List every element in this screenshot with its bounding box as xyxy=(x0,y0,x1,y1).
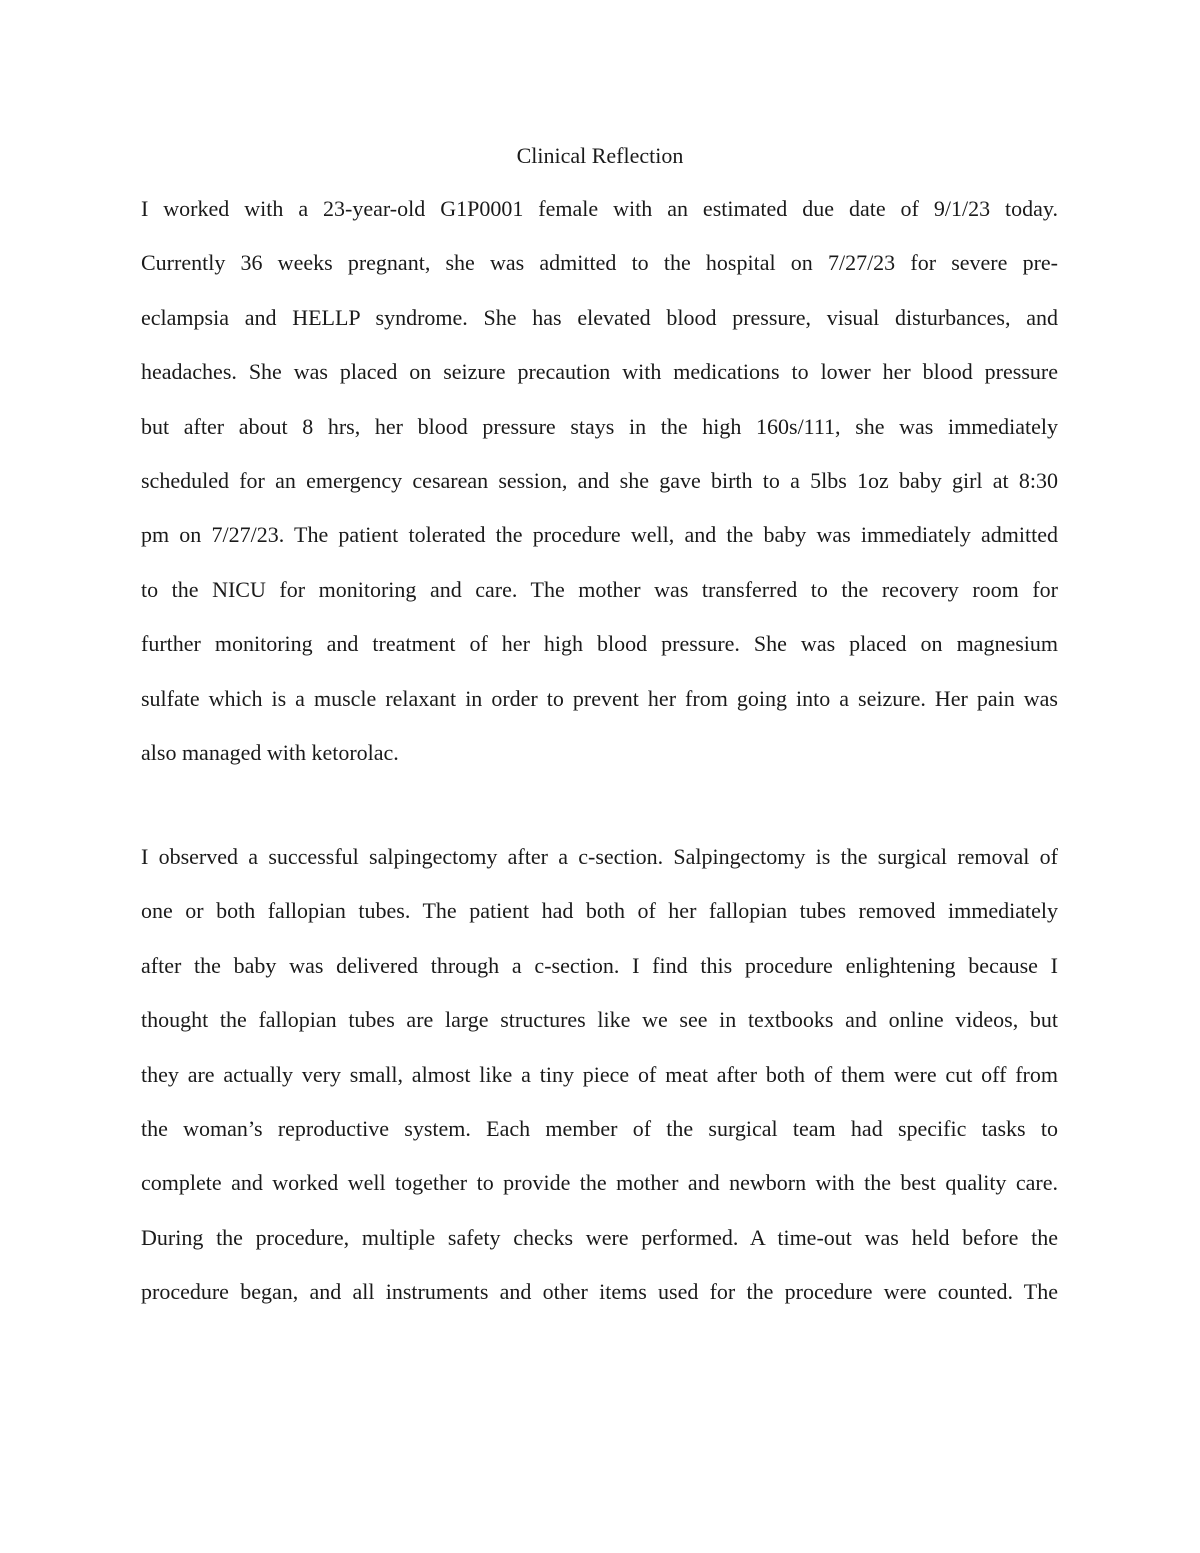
paragraph-line: after the baby was delivered through a c-section. I find this procedure enlightening because I xyxy=(141,952,1058,978)
paragraph-line: pm on 7/27/23. The patient tolerated the procedure well, and the baby was immediately admitted xyxy=(141,522,1058,548)
paragraph-line: During the procedure, multiple safety checks were performed. A time-out was held before the xyxy=(141,1224,1058,1250)
paragraph-line: also managed with ketorolac. xyxy=(141,740,399,766)
paragraph-line: thought the fallopian tubes are large structures like we see in textbooks and online videos, but xyxy=(141,1007,1058,1033)
paragraph-line: scheduled for an emergency cesarean session, and she gave birth to a 5lbs 1oz baby girl at 8:30 xyxy=(141,468,1058,494)
document-title: Clinical Reflection xyxy=(516,143,684,168)
paragraph-line: complete and worked well together to provide the mother and newborn with the best quality care. xyxy=(141,1170,1058,1196)
paragraph-line: procedure began, and all instruments and other items used for the procedure were counted. The xyxy=(141,1279,1058,1305)
paragraph-line: sulfate which is a muscle relaxant in order to prevent her from going into a seizure. Her pain was xyxy=(141,685,1058,711)
paragraph-patient-summary xyxy=(141,182,1058,780)
paragraph-line: to the NICU for monitoring and care. The mother was transferred to the recovery room for xyxy=(141,576,1058,602)
paragraph-line: further monitoring and treatment of her high blood pressure. She was placed on magnesium xyxy=(141,631,1058,657)
paragraph-line: the woman’s reproductive system. Each member of the surgical team had specific tasks to xyxy=(141,1116,1058,1142)
paragraph-line: they are actually very small, almost like a tiny piece of meat after both of them were cut off from xyxy=(141,1061,1058,1087)
paragraph-salpingectomy xyxy=(141,830,1058,1320)
paragraph-line: one or both fallopian tubes. The patient had both of her fallopian tubes removed immediately xyxy=(141,898,1058,924)
paragraph-line: I observed a successful salpingectomy after a c-section. Salpingectomy is the surgical removal of xyxy=(141,844,1058,869)
paragraph-line: but after about 8 hrs, her blood pressure stays in the high 160s/111, she was immediately xyxy=(141,413,1058,439)
paragraph-line: I worked with a 23-year-old G1P0001 female with an estimated due date of 9/1/23 today. xyxy=(141,196,1058,221)
paragraph-line: Currently 36 weeks pregnant, she was admitted to the hospital on 7/27/23 for severe pre- xyxy=(141,250,1058,276)
paragraph-line: headaches. She was placed on seizure precaution with medications to lower her blood pressure xyxy=(141,359,1058,385)
paragraph-line: eclampsia and HELLP syndrome. She has elevated blood pressure, visual disturbances, and xyxy=(141,304,1058,330)
